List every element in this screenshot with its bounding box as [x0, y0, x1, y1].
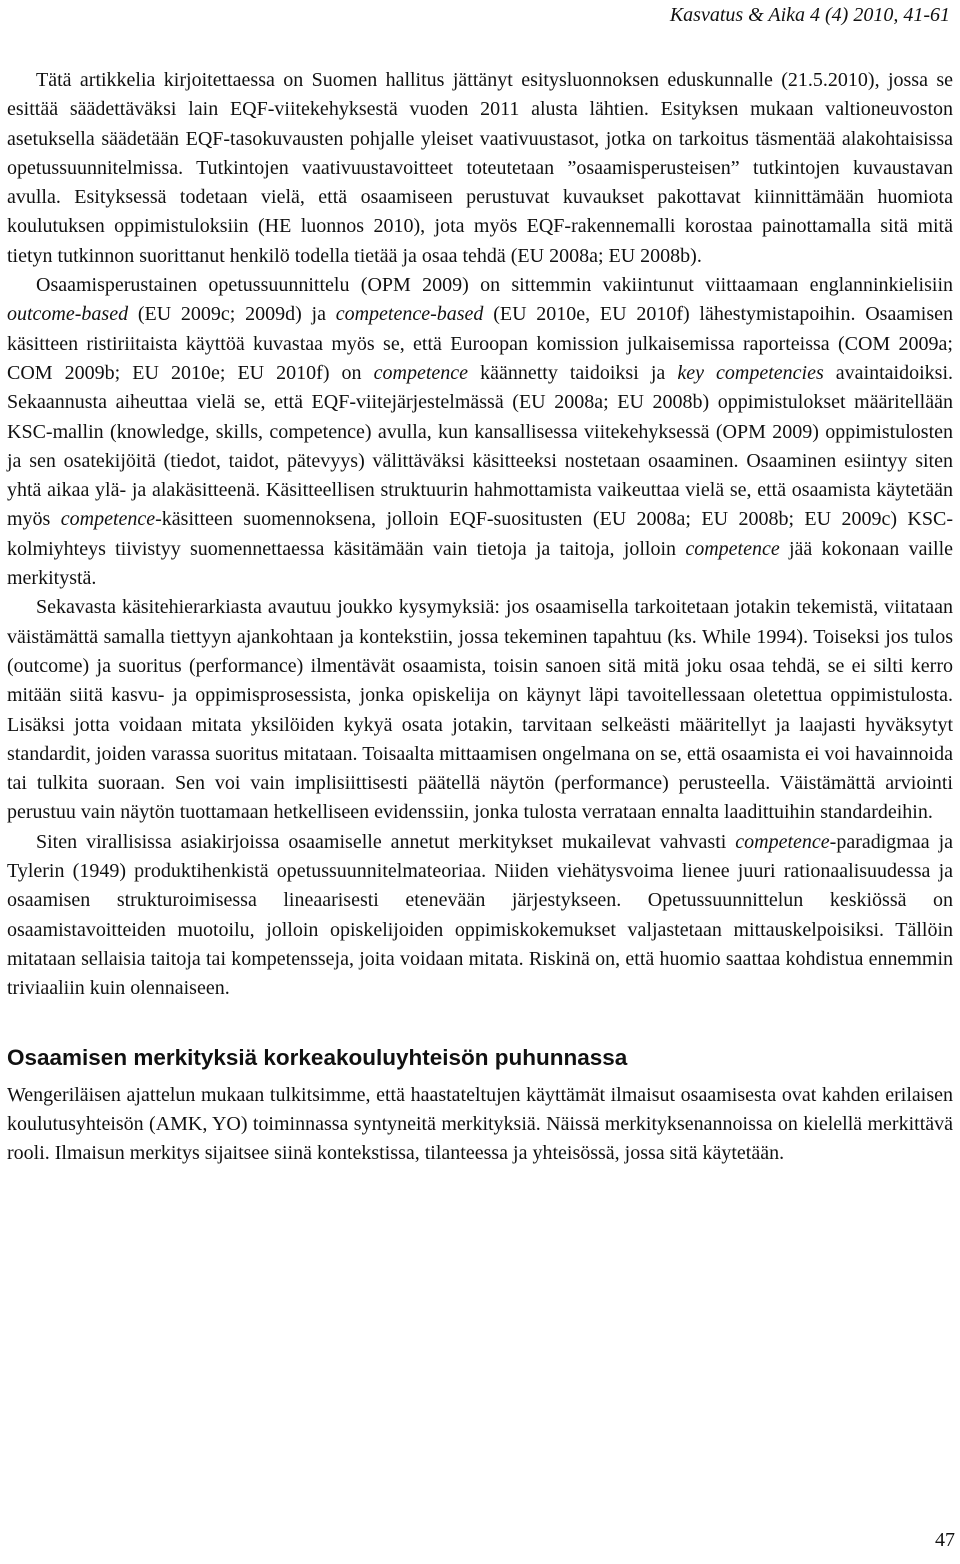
italic-term: competence: [735, 830, 830, 853]
body-paragraph: Osaamisperustainen opetussuunnittelu (OPM 2009) on sittemmin vakiintunut viittaamaan englanninkielisiin outcome-based (EU 2009c; 2009d) ja competence-based (EU 2010e, EU 2010f) lähestymistapoihin. Osaamisen käsitteen ristiriitaista käyttöä kuvastaa myös se, että Euroopan komission julkaisemissa raporteissa (COM 2009a; COM 2009b; EU 2010e; EU 2010f) on competence käännetty taidoiksi ja key competencies avaintaidoiksi. Sekaannusta aiheuttaa vielä se, että EQF-viitejärjestelmässä (EU 2008a; EU 2008b) oppimistulokset määritellään KSC-mallin (knowledge, skills, competence) avulla, kun kansallisessa viitekehyksessä (OPM 2009) oppimistulosten ja sen osatekijöitä (tiedot, taidot, pätevyys) välittäväksi käsitteeksi nostetaan osaaminen. Osaaminen esiintyy siten yhtä aikaa ylä- ja alakäsitteenä. Käsitteellisen struktuurin hahmottamista vaikeuttaa vielä se, että osaamista käytetään myös competence-käsitteen suomennoksena, jolloin EQF-suositusten (EU 2008a; EU 2008b; EU 2009c) KSC-kolmiyhteys tiivistyy suomennettaessa käsitämään vain tietoja ja taitoja, jolloin competence jää kokonaan vaille merkitystä.: [7, 274, 954, 590]
italic-term: competence: [685, 537, 780, 560]
running-head: Kasvatus & Aika 4 (4) 2010, 41-61: [669, 4, 950, 26]
italic-term: competence-based: [335, 303, 484, 326]
section-heading: Osaamisen merkityksiä korkeakouluyhteisön puhunnassa: [7, 1044, 628, 1070]
body-paragraph: Siten virallisissa asiakirjoissa osaamiselle annetut merkitykset mukailevat vahvasti competence-paradigmaa ja Tylerin (1949) produktihenkistä opetussuunnitelmateoriaa. Niiden viehätysvoima lienee juuri rationaalisuudessa ja osaamisen strukturoimisessa lineaarisesti etenevään järjestykseen. Opetussuunnittelun keskiössä on osaamistavoitteiden muotoilu, jolloin opiskelijoiden oppimiskokemukset valjastetaan mittauskelpoisiksi. Tällöin mitataan sellaisia taitoja tai kompetensseja, joita voidaan mitata. Riskinä on, että huomio saattaa kohdistua ennemmin triviaaliin kuin olennaiseen.: [7, 830, 954, 1000]
section-paragraph: Wengeriläisen ajattelun mukaan tulkitsimme, että haastateltujen käyttämät ilmaisut osaamisesta ovat kahden erilaisen koulutusyhteisön (AMK, YO) toiminnassa syntyneitä merkityksiä. Näissä merkityksenannoissa on kielellä merkittävä rooli. Ilmaisun merkitys sijaitsee siinä kontekstissa, tilanteessa ja yhteisössä, jossa sitä käytetään.: [7, 1083, 953, 1165]
italic-term: competence: [60, 508, 156, 531]
body-paragraph: Tätä artikkelia kirjoitettaessa on Suomen hallitus jättänyt esitysluonnoksen eduskunnalle (21.5.2010), jossa se esittää säädettäväksi lain EQF-viitekehyksestä vuoden 2011 alusta lähtien. Esityksen mukaan valtioneuvoston asetuksella säädetään EQF-tasokuvausten pohjalle yleiset vaativuustasot, jotka on tarkoitus täsmentää alakohtaisissa opetussuunnitelmissa. Tutkintojen vaativuustavoitteet toteutetaan ”osaamisperusteisen” tutkintojen kuvaustavan avulla. Esityksessä todetaan vielä, että osaamiseen perustuvat kuvaukset pakottavat kiinnittämään huomiota koulutuksen oppimistuloksiin (HE luonnos 2010), jota myös EQF-rakennemalli korostaa painottamalla sitä mitä tietyn tutkinnon suorittanut henkilö todella tietää ja osaa tehdä (EU 2008a; EU 2008b).: [7, 69, 953, 267]
italic-term: competence: [373, 361, 469, 384]
italic-term: key competencies: [677, 361, 824, 384]
page-number: 47: [935, 1529, 955, 1551]
body-paragraph: Sekavasta käsitehierarkiasta avautuu joukko kysymyksiä: jos osaamisella tarkoitetaan jotakin tekemistä, viitataan väistämättä samalla tiettyyn ajankohtaan ja kontekstiin, jossa tekeminen tapahtuu (ks. While 1994). Toiseksi jos tulos (outcome) ja suoritus (performance) ilmentävät osaamista, toisin sanoen sitä mitä joku osaa tehdä, se ei silti kerro mitään siitä kasvu- ja oppimisprosessista, jonka opiskelija on käynyt läpi tavoitellessaan oletettua oppimistulosta. Lisäksi jotta voidaan mitata yksilöiden kykyä osata jotakin, tarvitaan selkeästi määritellyt ja laajasti hyväksytyt standardit, joiden varassa suoritus mitataan. Toisaalta mittaamisen ongelmana on se, että osaamista ei voi havainnoida tai tulkita suoraan. Sen voi vain implisiittisesti päätellä näytön (performance) perusteella. Väistämättä arviointi perustuu vain näytön tuottamaan hetkelliseen evidenssiin, jonka tulosta verrataan ennalta laadittuihin standardeihin.: [7, 596, 953, 824]
italic-term: outcome-based: [7, 303, 129, 326]
article-body: [7, 66, 953, 1168]
